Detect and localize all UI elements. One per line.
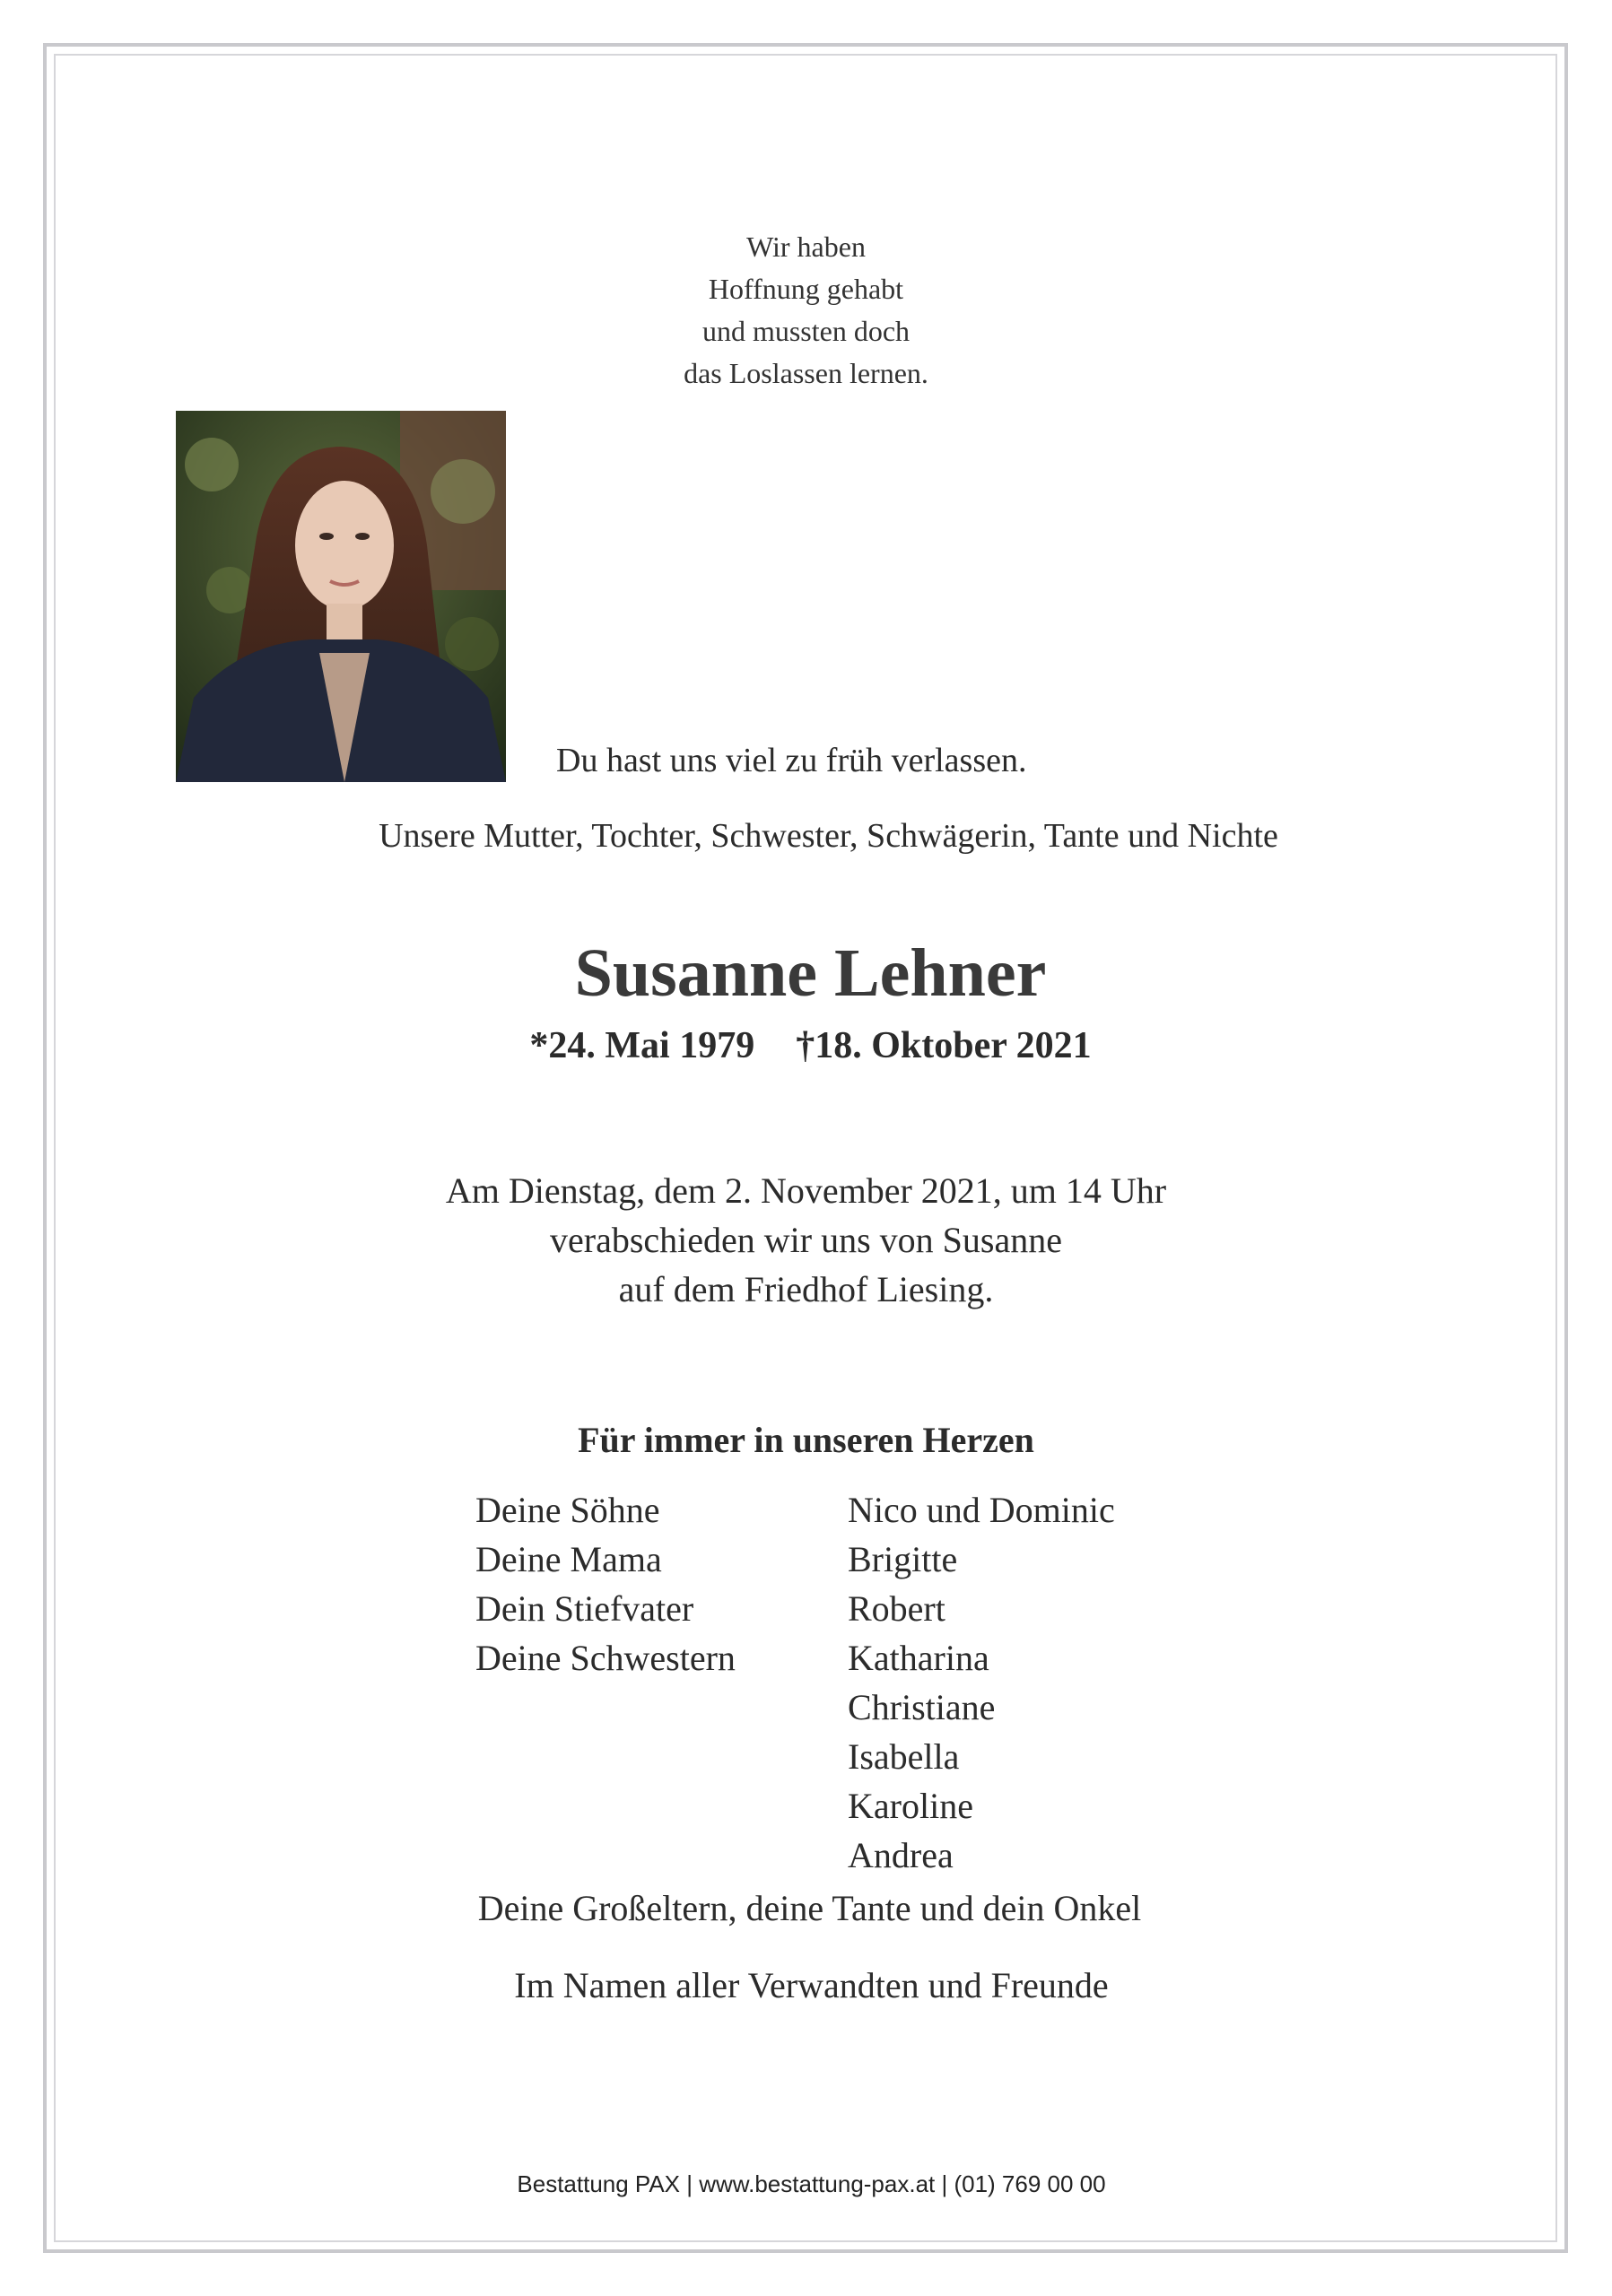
family-list xyxy=(475,1489,1283,1883)
life-dates xyxy=(0,1024,1612,1067)
grandparents-line: Deine Großeltern, deine Tante und dein Onkel xyxy=(477,1888,1142,1928)
family-row xyxy=(475,1735,1283,1785)
motto-line: Wir haben xyxy=(746,230,866,263)
family-names: Christiane xyxy=(848,1687,996,1727)
motto xyxy=(0,226,1612,395)
deceased-name: Susanne Lehner xyxy=(574,935,1047,1011)
family-relation: Deine Mama xyxy=(475,1539,662,1579)
family-relation: Deine Söhne xyxy=(475,1490,660,1530)
family-relation: Deine Schwestern xyxy=(475,1638,736,1678)
family-names: Isabella xyxy=(848,1736,960,1777)
family-row xyxy=(475,1686,1283,1735)
service-announcement xyxy=(0,1166,1612,1314)
hearts-heading: Für immer in unseren Herzen xyxy=(578,1420,1034,1460)
relations-line: Unsere Mutter, Tochter, Schwester, Schwägerin, Tante und Nichte xyxy=(379,817,1278,855)
family-names: Katharina xyxy=(848,1638,989,1678)
motto-line: das Loslassen lernen. xyxy=(684,357,928,389)
funeral-home-footer: Bestattung PAX | www.bestattung-pax.at | (01) 769 00 00 xyxy=(517,2170,1106,2197)
death-date: †18. Oktober 2021 xyxy=(796,1025,1092,1066)
service-line: verabschieden wir uns von Susanne xyxy=(550,1220,1062,1260)
family-row xyxy=(475,1785,1283,1834)
portrait-photo xyxy=(176,411,506,782)
birth-date: *24. Mai 1979 xyxy=(529,1025,755,1066)
family-row xyxy=(475,1834,1283,1883)
family-names: Robert xyxy=(848,1588,945,1629)
family-row xyxy=(475,1637,1283,1686)
family-row xyxy=(475,1489,1283,1538)
family-names: Karoline xyxy=(848,1786,973,1826)
family-row xyxy=(475,1538,1283,1587)
service-line: auf dem Friedhof Liesing. xyxy=(618,1269,994,1309)
motto-line: und mussten doch xyxy=(701,315,911,347)
family-relation: Dein Stiefvater xyxy=(475,1588,694,1629)
family-names: Brigitte xyxy=(848,1539,958,1579)
motto-line: Hoffnung gehabt xyxy=(708,273,904,305)
relatives-friends-line: Im Namen aller Verwandten und Freunde xyxy=(514,1965,1109,2005)
service-line: Am Dienstag, dem 2. November 2021, um 14 Uhr xyxy=(445,1170,1167,1211)
family-names: Andrea xyxy=(848,1835,954,1875)
family-names: Nico und Dominic xyxy=(848,1490,1115,1530)
family-row xyxy=(475,1587,1283,1637)
farewell-line: Du hast uns viel zu früh verlassen. xyxy=(556,742,1027,779)
